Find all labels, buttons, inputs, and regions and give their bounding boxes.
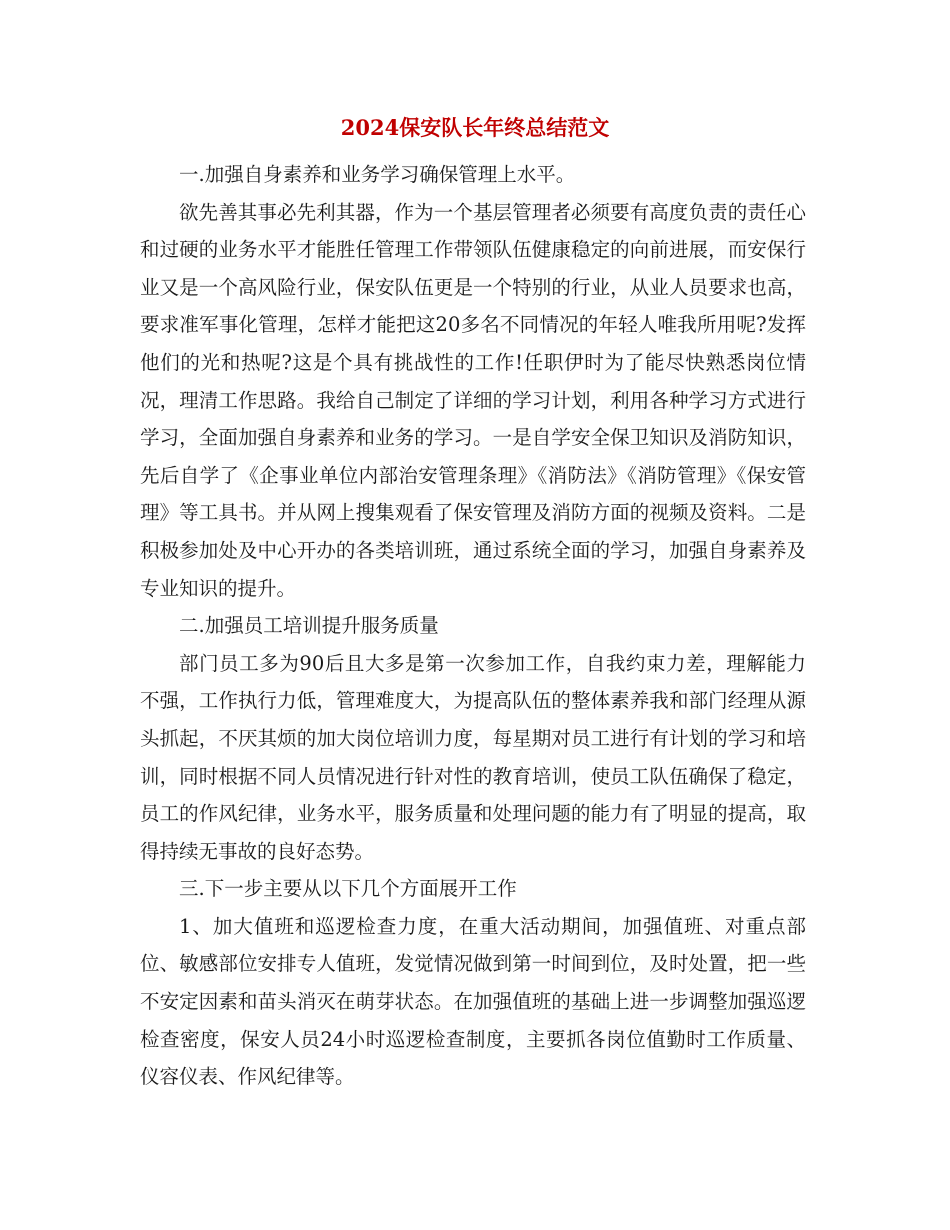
body-paragraph-2: 部门员工多为90后且大多是第一次参加工作，自我约束力差，理解能力不强，工作执行力低，管理难度大，为提高队伍的整体素养我和部门经理从源头抓起，不厌其烦的加大岗位培训力度，每星期对员工进行有计划的学习和培训，同时根据不同人员情况进行针对性的教育培训，使员工队伍确保了稳定，员工的作风纪律，业务水平，服务质量和处理问题的能力有了明显的提高，取得持续无事故的良好态势。 (140, 651, 806, 863)
document-title: 2024保安队长年终总结范文 (340, 115, 610, 140)
body-paragraph-1: 欲先善其事必先利其器，作为一个基层管理者必须要有高度负责的责任心和过硬的业务水平才能胜任管理工作带领队伍健康稳定的向前进展，而安保行业又是一个高风险行业，保安队伍更是一个特别的行业，从业人员要求也高，要求准军事化管理，怎样才能把这20多名不同情况的年轻人唯我所用呢?发挥他们的光和热呢?这是个具有挑战性的工作!任职伊时为了能尽快熟悉岗位情况，理清工作思路。我给自己制定了详细的学习计划，利用各种学习方式进行学习，全面加强自身素养和业务的学习。一是自学安全保卫知识及消防知识，先后自学了《企事业单位内部治安管理条理》《消防法》《消防管理》《保安管理》等工具书。并从网上搜集观看了保安管理及消防方面的视频及资料。二是积极参加处及中心开办的各类培训班，通过系统全面的学习，加强自身素养及专业知识的提升。 (140, 200, 806, 600)
section-heading-3: 三.下一步主要从以下几个方面展开工作 (179, 877, 517, 901)
document-body (140, 156, 806, 1096)
section-heading-1: 一.加强自身素养和业务学习确保管理上水平。 (179, 163, 576, 186)
section-heading-2: 二.加强员工培训提升服务质量 (179, 614, 439, 638)
body-paragraph-3: 1、加大值班和巡逻检查力度，在重大活动期间，加强值班、对重点部位、敏感部位安排专人值班，发觉情况做到第一时间到位，及时处置，把一些不安定因素和苗头消灭在萌芽状态。在加强值班的基础上进一步调整加强巡逻检查密度，保安人员24小时巡逻检查制度，主要抓各岗位值勤时工作质量、仪容仪表、作风纪律等。 (140, 914, 806, 1089)
